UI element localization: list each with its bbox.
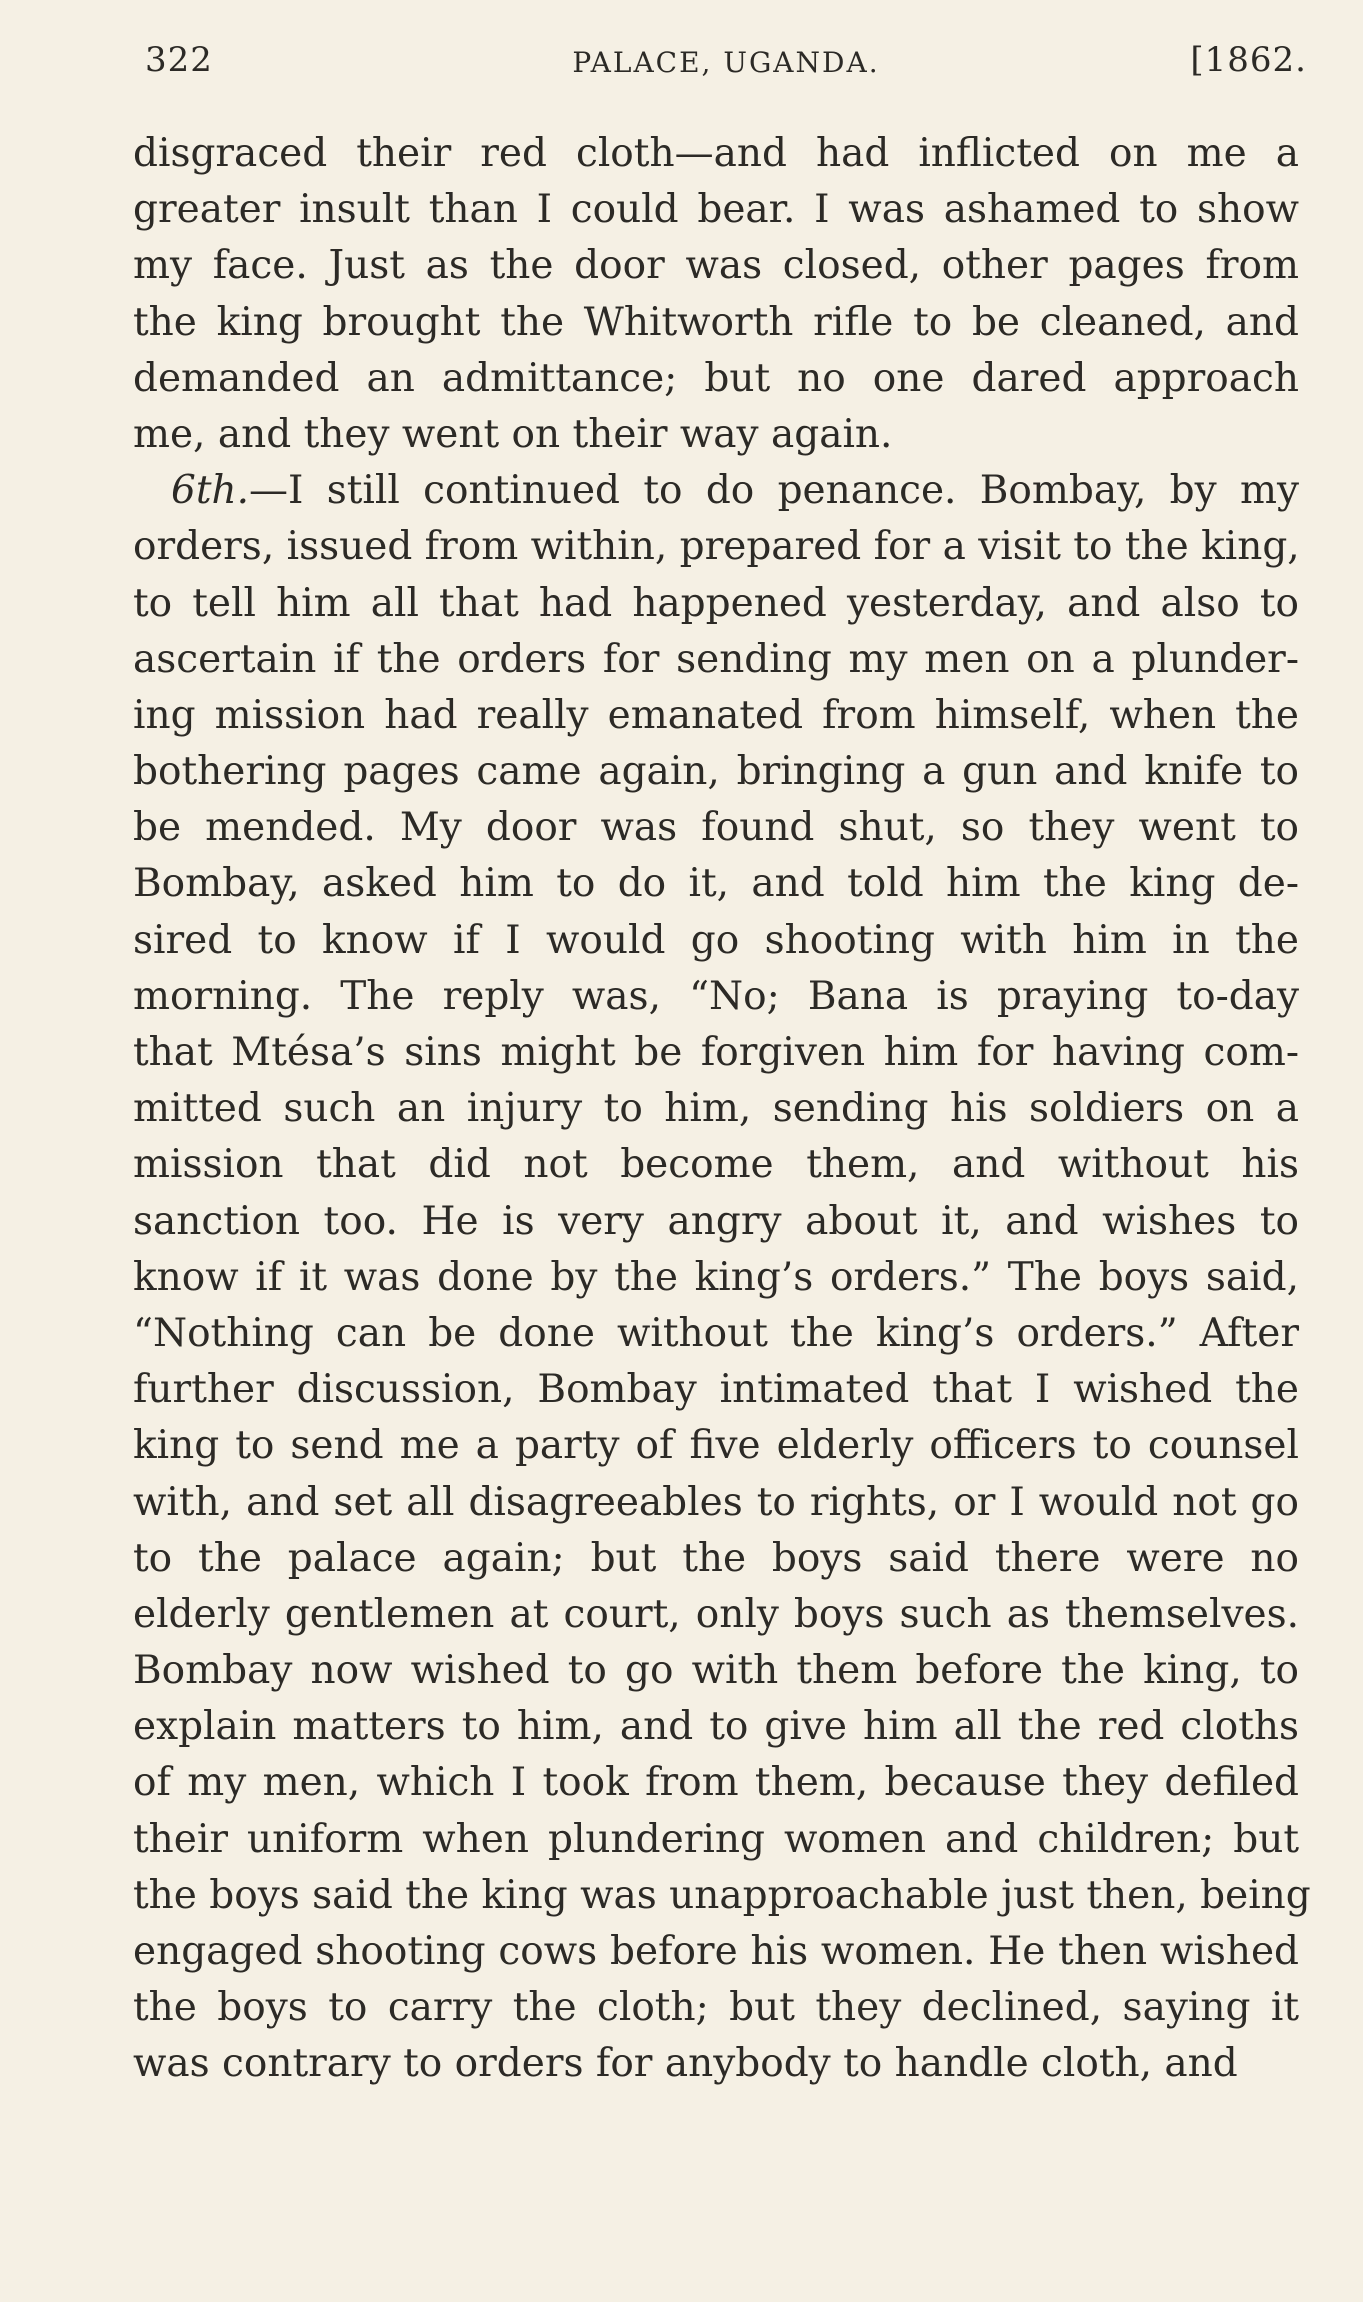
text-line: the boys to carry the cloth; but they declined, saying it <box>133 1985 1299 2031</box>
page-header <box>145 40 1307 90</box>
text-line-rest: —I still continued to do penance. Bombay, by my <box>249 468 1299 514</box>
text-line: mitted such an injury to him, sending his soldiers on a <box>133 1086 1299 1132</box>
text-line: sanction too. He is very angry about it, and wishes to <box>133 1198 1299 1244</box>
text-line <box>133 463 1299 519</box>
text-line: be mended. My door was found shut, so they went to <box>133 805 1299 851</box>
text-line: disgraced their red cloth—and had inflicted on me a <box>133 131 1299 176</box>
text-line: “Nothing can be done without the king’s orders.” After <box>133 1310 1299 1356</box>
text-line: mission that did not become them, and without his <box>133 1142 1299 1188</box>
text-line: elderly gentlemen at court, only boys such as themselves. <box>133 1591 1299 1637</box>
text-line: was contrary to orders for anybody to handle cloth, and <box>133 2041 1238 2087</box>
text-line: to the palace again; but the boys said there were no <box>133 1535 1299 1581</box>
text-line: know if it was done by the king’s orders.” The boys said, <box>133 1254 1299 1300</box>
text-line: greater insult than I could bear. I was ashamed to show <box>133 187 1299 233</box>
text-line: Bombay now wished to go with them before the king, to <box>133 1648 1299 1694</box>
paragraph-1 <box>133 126 1299 463</box>
text-line: the boys said the king was unapproachable just then, being <box>133 1872 1311 1918</box>
text-line: Bombay, asked him to do it, and told him the king de- <box>133 861 1299 907</box>
text-line: with, and set all disagreeables to rights, or I would not go <box>133 1479 1299 1525</box>
text-line: engaged shooting cows before his women. He then wished <box>133 1929 1299 1974</box>
text-line: to tell him all that had happened yesterday, and also to <box>133 580 1299 626</box>
text-line: sired to know if I would go shooting with him in the <box>133 917 1299 963</box>
text-line: king to send me a party of five elderly officers to counsel <box>133 1423 1299 1469</box>
text-line: explain matters to him, and to give him all the red cloths <box>133 1704 1299 1750</box>
text-line: ing mission had really emanated from himself, when the <box>133 692 1299 738</box>
page-number: 322 <box>145 40 213 80</box>
body-text <box>133 126 1311 2093</box>
text-line: that Mtésa’s sins might be forgiven him for having com- <box>133 1030 1299 1075</box>
text-line: morning. The reply was, “No; Bana is praying to-day <box>133 973 1299 1019</box>
text-line: me, and they went on their way again. <box>133 411 893 457</box>
text-line: of my men, which I took from them, because they defiled <box>133 1760 1299 1806</box>
running-title: PALACE, UGANDA. <box>572 46 880 79</box>
text-line: bothering pages came again, bringing a gun and knife to <box>133 749 1299 795</box>
text-line: their uniform when plundering women and children; but <box>133 1816 1299 1862</box>
entry-date: 6th. <box>171 468 249 514</box>
paragraph-2 <box>133 463 1311 2092</box>
text-line: further discussion, Bombay intimated that I wished the <box>133 1367 1299 1413</box>
text-line: demanded an admittance; but no one dared approach <box>133 355 1299 401</box>
text-line: my face. Just as the door was closed, other pages from <box>133 243 1299 289</box>
header-year: [1862. <box>1190 40 1307 80</box>
text-line: orders, issued from within, prepared for a visit to the king, <box>133 524 1300 570</box>
text-line: the king brought the Whitworth rifle to be cleaned, and <box>133 299 1299 345</box>
text-line: ascertain if the orders for sending my men on a plunder- <box>133 636 1299 682</box>
